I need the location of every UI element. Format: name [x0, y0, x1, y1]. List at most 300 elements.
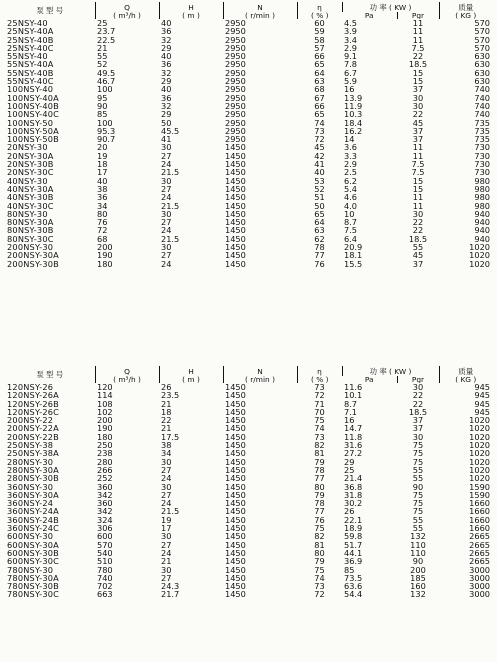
cell-speed-n: 1450	[225, 565, 246, 574]
cell-flow-q: 702	[97, 582, 113, 591]
cell-head-h: 40	[161, 52, 172, 61]
cell-efficiency: 78	[314, 499, 325, 508]
spec-table-2-body	[5, 383, 492, 599]
cell-speed-n: 2950	[225, 126, 246, 136]
cell-model: 40NSY-30	[7, 176, 48, 185]
cell-model: 600NSY-30C	[7, 557, 60, 566]
cell-mass: 1020	[469, 424, 490, 433]
cell-flow-q: 252	[97, 474, 113, 483]
cell-efficiency: 75	[314, 524, 325, 533]
cell-power-pa: 18.4	[344, 118, 363, 127]
cell-model: 280NSY-30A	[7, 465, 59, 475]
table-row	[5, 590, 492, 598]
cell-efficiency: 77	[314, 507, 325, 516]
cell-speed-n: 1450	[225, 465, 246, 475]
cell-speed-n: 1450	[225, 168, 246, 177]
table-row	[5, 474, 492, 482]
cell-head-h: 30	[161, 482, 172, 491]
cell-power-pgr: 18.5	[408, 234, 428, 244]
cell-model: 40NSY-30B	[7, 193, 54, 202]
table-row	[5, 36, 492, 44]
cell-speed-n: 1450	[225, 432, 246, 442]
cell-power-pgr: 15	[412, 184, 424, 194]
header-eta-unit: ( % )	[297, 376, 342, 383]
cell-model: 20NSY-30	[7, 143, 48, 152]
cell-efficiency: 73	[314, 582, 325, 591]
cell-power-pgr: 22	[412, 399, 424, 408]
cell-mass: 1020	[469, 243, 490, 252]
cell-head-h: 30	[161, 532, 172, 541]
cell-mass: 740	[474, 110, 490, 119]
cell-power-pgr: 110	[410, 548, 426, 558]
table-row	[5, 400, 492, 408]
cell-speed-n: 1450	[225, 457, 246, 466]
cell-power-pgr: 110	[410, 540, 426, 549]
cell-head-h: 21	[161, 399, 172, 408]
cell-mass: 945	[474, 391, 490, 400]
header-q: Q	[95, 2, 159, 12]
cell-speed-n: 1450	[225, 151, 246, 161]
header-n: N	[223, 2, 297, 12]
cell-mass: 730	[474, 168, 490, 177]
cell-efficiency: 75	[314, 565, 325, 574]
cell-speed-n: 2950	[225, 93, 246, 102]
table-row	[5, 582, 492, 590]
cell-flow-q: 38	[97, 184, 108, 194]
cell-power-pgr: 18.5	[408, 60, 428, 69]
header-q: Q	[95, 366, 159, 376]
cell-head-h: 29	[161, 110, 172, 119]
cell-power-pa: 44.1	[344, 548, 363, 558]
cell-flow-q: 46.7	[97, 77, 116, 86]
cell-flow-q: 780	[97, 565, 113, 574]
table-row	[5, 60, 492, 68]
cell-power-pgr: 11	[412, 27, 424, 36]
cell-flow-q: 342	[97, 490, 113, 500]
cell-mass: 945	[474, 407, 490, 417]
cell-flow-q: 190	[97, 251, 113, 260]
cell-head-h: 17	[161, 524, 172, 533]
cell-power-pa: 5.9	[344, 77, 358, 86]
cell-model: 120NSY-26B	[7, 399, 59, 408]
cell-model: 25NSY-40C	[7, 43, 54, 53]
cell-efficiency: 45	[314, 143, 325, 152]
cell-speed-n: 1450	[225, 424, 246, 433]
cell-power-pgr: 11	[412, 143, 424, 152]
cell-flow-q: 360	[97, 482, 113, 491]
table-row	[5, 19, 492, 27]
cell-mass: 940	[474, 226, 490, 235]
cell-efficiency: 73	[314, 126, 325, 136]
table-row	[5, 507, 492, 515]
cell-mass: 730	[474, 143, 490, 152]
cell-power-pgr: 37	[412, 126, 424, 136]
cell-model: 360NSY-30	[7, 482, 54, 491]
cell-power-pgr: 132	[410, 590, 426, 599]
cell-speed-n: 1450	[225, 582, 246, 591]
cell-head-h: 40	[161, 85, 172, 94]
cell-efficiency: 81	[314, 540, 325, 549]
cell-power-pa: 9.1	[344, 52, 358, 61]
cell-power-pgr: 75	[412, 457, 424, 466]
cell-efficiency: 79	[314, 557, 325, 566]
cell-flow-q: 22.5	[97, 35, 116, 44]
spec-table-1-body	[5, 19, 492, 268]
cell-power-pgr: 7.5	[411, 160, 425, 169]
cell-model: 100NSY-50B	[7, 135, 59, 144]
header-eta: η	[297, 366, 342, 376]
cell-power-pa: 20.9	[344, 243, 363, 252]
cell-flow-q: 49.5	[97, 68, 116, 78]
cell-efficiency: 65	[314, 209, 325, 219]
cell-efficiency: 60	[314, 19, 325, 28]
cell-power-pgr: 11	[412, 35, 424, 44]
cell-power-pgr: 37	[412, 416, 424, 425]
cell-head-h: 30	[161, 143, 172, 152]
cell-power-pa: 22.1	[344, 515, 363, 525]
cell-flow-q: 342	[97, 507, 113, 516]
table-row	[5, 449, 492, 457]
cell-head-h: 45.5	[161, 126, 180, 136]
cell-power-pa: 7.5	[344, 226, 358, 235]
cell-efficiency: 66	[314, 101, 325, 111]
cell-power-pa: 3.9	[344, 27, 358, 36]
table-row	[5, 168, 492, 176]
cell-power-pa: 18.1	[344, 251, 363, 260]
cell-flow-q: 76	[97, 218, 108, 227]
header-mass-unit: ( KG )	[439, 376, 492, 383]
cell-flow-q: 120	[97, 383, 113, 392]
cell-efficiency: 81	[314, 449, 325, 458]
cell-speed-n: 2950	[225, 35, 246, 44]
cell-mass: 730	[474, 151, 490, 161]
table-row	[5, 541, 492, 549]
cell-speed-n: 2950	[225, 85, 246, 94]
header-model: 泵 型 号	[36, 6, 64, 15]
cell-model: 600NSY-30	[7, 532, 54, 541]
cell-model: 100NSY-40A	[7, 93, 59, 102]
cell-efficiency: 71	[314, 399, 325, 408]
cell-model: 280NSY-30	[7, 457, 54, 466]
cell-flow-q: 20	[97, 143, 108, 152]
cell-speed-n: 2950	[225, 43, 246, 53]
header-pgr: Pgr	[397, 376, 439, 383]
cell-speed-n: 1450	[225, 243, 246, 252]
cell-efficiency: 82	[314, 441, 325, 450]
cell-head-h: 30	[161, 565, 172, 574]
cell-flow-q: 600	[97, 532, 113, 541]
cell-flow-q: 108	[97, 399, 113, 408]
table-row	[5, 383, 492, 391]
cell-model: 360NSY-24C	[7, 524, 60, 533]
cell-efficiency: 42	[314, 151, 325, 161]
cell-flow-q: 306	[97, 524, 113, 533]
cell-power-pa: 31.8	[344, 490, 363, 500]
table-row	[5, 119, 492, 127]
table-row	[5, 408, 492, 416]
cell-speed-n: 1450	[225, 474, 246, 483]
cell-head-h: 32	[161, 35, 172, 44]
header-n-unit: ( r/min )	[223, 12, 297, 19]
cell-flow-q: 90.7	[97, 135, 116, 144]
cell-model: 780NSY-30	[7, 565, 54, 574]
cell-head-h: 50	[161, 118, 172, 127]
cell-model: 780NSY-30B	[7, 582, 59, 591]
cell-power-pa: 29	[344, 457, 355, 466]
cell-speed-n: 1450	[225, 407, 246, 417]
cell-efficiency: 59	[314, 27, 325, 36]
cell-power-pa: 3.4	[344, 35, 358, 44]
cell-power-pgr: 90	[412, 482, 424, 491]
cell-mass: 570	[474, 35, 490, 44]
cell-speed-n: 1450	[225, 251, 246, 260]
cell-model: 20NSY-30C	[7, 168, 54, 177]
cell-head-h: 40	[161, 19, 172, 28]
cell-mass: 630	[474, 52, 490, 61]
cell-power-pgr: 90	[412, 557, 424, 566]
table-row	[5, 110, 492, 118]
cell-mass: 945	[474, 399, 490, 408]
header-h-unit: ( m )	[159, 12, 223, 19]
cell-flow-q: 190	[97, 424, 113, 433]
cell-model: 200NSY-30A	[7, 251, 59, 260]
cell-model: 100NSY-50A	[7, 126, 59, 136]
cell-flow-q: 280	[97, 457, 113, 466]
cell-model: 120NSY-26C	[7, 407, 60, 417]
cell-efficiency: 79	[314, 490, 325, 500]
table-row	[5, 499, 492, 507]
cell-efficiency: 75	[314, 416, 325, 425]
cell-speed-n: 1450	[225, 482, 246, 491]
cell-speed-n: 1450	[225, 540, 246, 549]
cell-power-pgr: 75	[412, 499, 424, 508]
cell-power-pa: 7.1	[344, 407, 358, 417]
cell-head-h: 27	[161, 218, 172, 227]
cell-model: 780NSY-30A	[7, 573, 59, 583]
cell-power-pgr: 75	[412, 490, 424, 500]
cell-efficiency: 52	[314, 184, 325, 194]
header-mass-unit: ( KG )	[439, 12, 492, 19]
cell-power-pa: 14.7	[344, 424, 363, 433]
table-row	[5, 524, 492, 532]
table-row	[5, 458, 492, 466]
cell-mass: 980	[474, 193, 490, 202]
cell-power-pgr: 75	[412, 507, 424, 516]
cell-speed-n: 1450	[225, 160, 246, 169]
cell-power-pa: 11.6	[344, 383, 363, 392]
cell-speed-n: 1450	[225, 184, 246, 194]
table-row	[5, 143, 492, 151]
cell-speed-n: 1450	[225, 557, 246, 566]
cell-flow-q: 40	[97, 176, 108, 185]
header-pa: Pa	[364, 376, 374, 383]
cell-model: 360NSY-24	[7, 499, 54, 508]
cell-model: 360NSY-24A	[7, 507, 59, 516]
cell-head-h: 32	[161, 68, 172, 78]
cell-power-pgr: 37	[412, 259, 424, 268]
cell-power-pgr: 55	[412, 524, 424, 533]
cell-head-h: 24	[161, 259, 172, 268]
header-n: N	[223, 366, 297, 376]
cell-efficiency: 78	[314, 465, 325, 475]
cell-mass: 735	[474, 126, 490, 136]
cell-head-h: 27	[161, 251, 172, 260]
cell-mass: 1020	[469, 432, 490, 442]
table-row	[5, 44, 492, 52]
cell-mass: 740	[474, 93, 490, 102]
table-row	[5, 226, 492, 234]
cell-power-pa: 2.9	[344, 43, 358, 53]
cell-efficiency: 66	[314, 52, 325, 61]
table-row	[5, 210, 492, 218]
table-row	[5, 483, 492, 491]
cell-head-h: 24	[161, 474, 172, 483]
cell-power-pgr: 11	[412, 201, 424, 210]
cell-power-pgr: 55	[412, 465, 424, 475]
cell-power-pgr: 15	[412, 176, 424, 185]
table-row	[5, 532, 492, 540]
cell-efficiency: 72	[314, 391, 325, 400]
cell-efficiency: 62	[314, 234, 325, 244]
cell-speed-n: 1450	[225, 441, 246, 450]
cell-flow-q: 18	[97, 160, 108, 169]
cell-efficiency: 74	[314, 118, 325, 127]
cell-flow-q: 200	[97, 243, 113, 252]
cell-power-pa: 16	[344, 416, 355, 425]
cell-power-pgr: 37	[412, 424, 424, 433]
cell-power-pa: 11.8	[344, 432, 363, 442]
cell-power-pa: 36.8	[344, 482, 363, 491]
cell-mass: 2665	[469, 557, 490, 566]
cell-speed-n: 1450	[225, 391, 246, 400]
cell-mass: 2665	[469, 532, 490, 541]
cell-power-pgr: 11	[412, 193, 424, 202]
cell-power-pa: 8.7	[344, 399, 358, 408]
table-row	[5, 177, 492, 185]
cell-model: 200NSY-22B	[7, 432, 59, 442]
cell-head-h: 30	[161, 176, 172, 185]
cell-head-h: 36	[161, 60, 172, 69]
cell-power-pa: 2.9	[344, 160, 358, 169]
cell-mass: 1020	[469, 251, 490, 260]
table-row	[5, 102, 492, 110]
cell-flow-q: 19	[97, 151, 108, 161]
table-row	[5, 391, 492, 399]
cell-head-h: 21	[161, 557, 172, 566]
cell-power-pa: 63.6	[344, 582, 363, 591]
cell-power-pgr: 22	[412, 52, 424, 61]
cell-power-pgr: 55	[412, 474, 424, 483]
cell-model: 40NSY-30A	[7, 184, 54, 194]
header-power: 功 率 ( KW )	[342, 2, 439, 12]
cell-speed-n: 2950	[225, 52, 246, 61]
table-row	[5, 549, 492, 557]
cell-power-pa: 73.5	[344, 573, 363, 583]
cell-flow-q: 36	[97, 193, 108, 202]
table-row	[5, 218, 492, 226]
header-h: H	[159, 2, 223, 12]
cell-efficiency: 68	[314, 85, 325, 94]
cell-power-pgr: 160	[410, 582, 426, 591]
cell-power-pa: 59.8	[344, 532, 363, 541]
cell-head-h: 24	[161, 193, 172, 202]
cell-power-pgr: 185	[410, 573, 426, 583]
cell-speed-n: 2950	[225, 110, 246, 119]
cell-power-pgr: 200	[410, 565, 426, 574]
cell-efficiency: 74	[314, 424, 325, 433]
cell-efficiency: 53	[314, 176, 325, 185]
cell-power-pa: 6.4	[344, 234, 358, 244]
cell-flow-q: 250	[97, 441, 113, 450]
header-pa: Pa	[364, 12, 374, 19]
cell-efficiency: 70	[314, 407, 325, 417]
cell-speed-n: 1450	[225, 548, 246, 558]
cell-mass: 945	[474, 383, 490, 392]
cell-speed-n: 1450	[225, 490, 246, 500]
table-row	[5, 243, 492, 251]
cell-flow-q: 100	[97, 85, 113, 94]
cell-efficiency: 73	[314, 383, 325, 392]
cell-speed-n: 1450	[225, 524, 246, 533]
cell-efficiency: 64	[314, 218, 325, 227]
cell-power-pa: 15.5	[344, 259, 363, 268]
table-row	[5, 27, 492, 35]
cell-speed-n: 1450	[225, 143, 246, 152]
table-row	[5, 202, 492, 210]
header-q-unit: ( m³/h )	[95, 376, 159, 383]
cell-head-h: 26	[161, 383, 172, 392]
cell-power-pa: 6.7	[344, 68, 358, 78]
cell-head-h: 36	[161, 27, 172, 36]
cell-power-pa: 10.3	[344, 110, 363, 119]
cell-model: 55NSY-40B	[7, 68, 54, 78]
cell-head-h: 19	[161, 515, 172, 525]
cell-power-pa: 26	[344, 507, 355, 516]
cell-speed-n: 1450	[225, 226, 246, 235]
cell-speed-n: 1450	[225, 499, 246, 508]
cell-mass: 3000	[469, 590, 490, 599]
cell-power-pa: 3.6	[344, 143, 358, 152]
table-row	[5, 441, 492, 449]
cell-efficiency: 74	[314, 573, 325, 583]
cell-speed-n: 1450	[225, 193, 246, 202]
cell-power-pa: 36.9	[344, 557, 363, 566]
cell-efficiency: 41	[314, 160, 325, 169]
cell-flow-q: 102	[97, 407, 113, 417]
cell-head-h: 27	[161, 151, 172, 161]
cell-power-pgr: 15	[412, 77, 424, 86]
cell-flow-q: 52	[97, 60, 108, 69]
cell-speed-n: 2950	[225, 60, 246, 69]
cell-flow-q: 55	[97, 52, 108, 61]
cell-efficiency: 72	[314, 135, 325, 144]
header-model: 泵 型 号	[36, 370, 64, 379]
cell-model: 200NSY-22	[7, 416, 54, 425]
cell-power-pa: 5.4	[344, 184, 358, 194]
table-row	[5, 235, 492, 243]
cell-flow-q: 200	[97, 416, 113, 425]
cell-model: 20NSY-30B	[7, 160, 54, 169]
cell-head-h: 29	[161, 43, 172, 53]
cell-power-pgr: 22	[412, 226, 424, 235]
cell-efficiency: 72	[314, 590, 325, 599]
cell-mass: 735	[474, 135, 490, 144]
cell-mass: 630	[474, 77, 490, 86]
cell-power-pgr: 11	[412, 19, 424, 28]
cell-head-h: 21.5	[161, 234, 180, 244]
table-row	[5, 557, 492, 565]
cell-speed-n: 1450	[225, 383, 246, 392]
